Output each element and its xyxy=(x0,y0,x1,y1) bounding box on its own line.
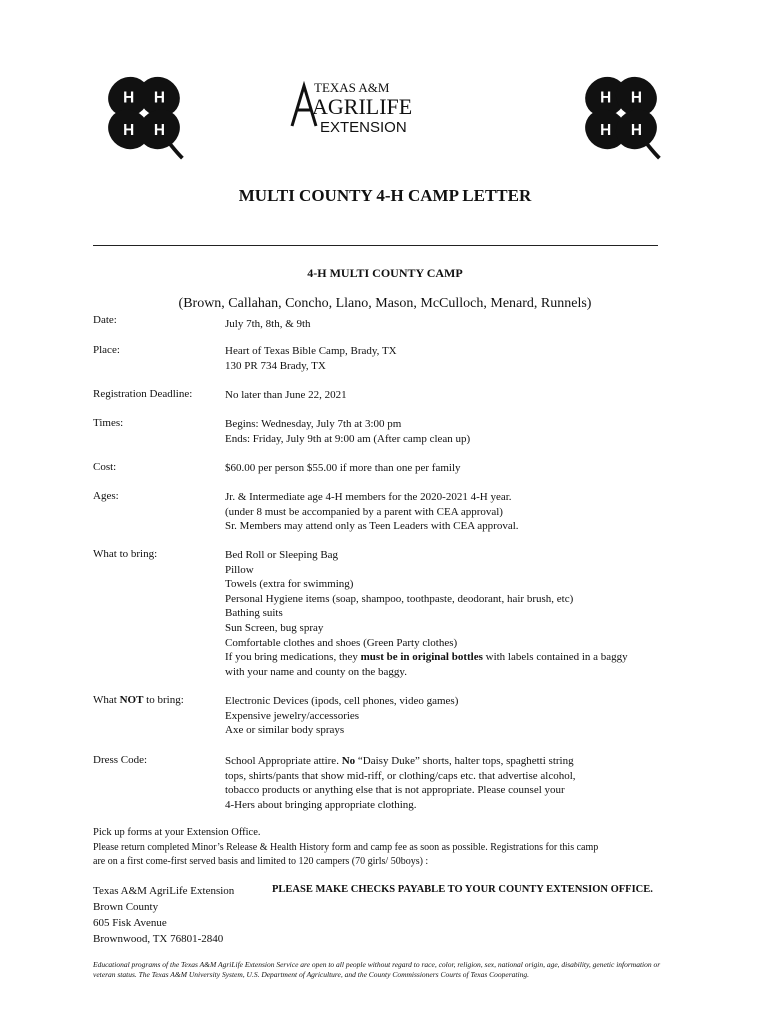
ages-line: (under 8 must be accompanied by a parent with CEA approval) xyxy=(225,505,503,518)
list-item: Bathing suits xyxy=(225,607,283,620)
place-line: Heart of Texas Bible Camp, Brady, TX xyxy=(225,345,397,357)
date-value xyxy=(225,317,311,332)
medication-note-line2: with your name and county on the baggy. xyxy=(225,665,407,678)
not-bring-emphasis: NOT xyxy=(119,694,144,706)
page-title: MULTI COUNTY 4-H CAMP LETTER xyxy=(238,186,532,205)
clover-letter: H xyxy=(153,122,165,140)
medication-note xyxy=(225,650,628,665)
dress-line: 4-Hers about bringing appropriate clothing. xyxy=(225,798,417,811)
list-item: Sun Screen, bug spray xyxy=(225,621,324,634)
place-line: 130 PR 734 Brady, TX xyxy=(225,359,326,372)
clover-letter: H xyxy=(600,122,612,140)
dress-code-text xyxy=(225,754,576,812)
list-item: Axe or similar body sprays xyxy=(225,724,345,737)
not-bring-suffix: to bring: xyxy=(143,694,184,706)
bring-list xyxy=(225,548,628,679)
clover-letter: H xyxy=(123,122,135,140)
list-item: Towels (extra for swimming) xyxy=(225,578,354,591)
cost-value xyxy=(225,461,461,476)
dress-suffix: “Daisy Duke” shorts, halter tops, spaghetti string xyxy=(355,755,574,767)
clover-letter: H xyxy=(123,89,135,107)
times-line: Begins: Wednesday, July 7th at 3:00 pm xyxy=(225,418,402,430)
deadline-line: No later than June 22, 2021 xyxy=(225,389,347,401)
dress-line: tobacco products or anything else that is not appropriate. Please counsel your xyxy=(225,784,565,797)
not-bring-prefix: What xyxy=(93,694,120,706)
times-value xyxy=(225,417,470,446)
not-bring-list xyxy=(225,694,458,738)
agrilife-extension-logo xyxy=(286,78,436,138)
dress-code-label: Dress Code: xyxy=(93,754,148,766)
place-value xyxy=(225,344,397,373)
deadline-label: Registration Deadline: xyxy=(93,388,193,400)
deadline-value xyxy=(225,388,347,403)
list-item: Bed Roll or Sleeping Bag xyxy=(225,549,339,561)
medication-suffix: with labels contained in a baggy xyxy=(482,651,628,664)
list-item: Electronic Devices (ipods, cell phones, video games) xyxy=(225,695,459,707)
return-line: are on a first come-first served basis and limited to 120 campers (70 girls/ 50boys) : xyxy=(93,856,429,867)
list-item: Comfortable clothes and shoes (Green Party clothes) xyxy=(225,636,458,649)
4h-clover-logo-right xyxy=(573,66,669,162)
medication-emphasis: must be in original bottles xyxy=(360,651,483,664)
dress-line xyxy=(225,754,576,769)
cost-label: Cost: xyxy=(93,461,117,473)
address-line: 605 Fisk Avenue xyxy=(93,917,167,929)
address-line: Brownwood, TX 76801-2840 xyxy=(93,933,224,945)
logo-agrilife: AGRILIFE xyxy=(312,94,413,119)
return-line: Please return completed Minor’s Release & Health History form and camp fee as soon as possible. Registrations for this camp xyxy=(93,842,599,853)
dress-line: tops, shirts/pants that show mid-riff, or clothing/caps etc. that advertise alcohol, xyxy=(225,769,576,782)
disclaimer-line: veteran status. The Texas A&M University System, U.S. Department of Agriculture, and the County Commissioners Courts of Texas Cooperating. xyxy=(93,970,529,979)
logo-extension: EXTENSION xyxy=(320,119,407,136)
address-line: Brown County xyxy=(93,901,159,913)
clover-letter: H xyxy=(630,122,642,140)
county-list: (Brown, Callahan, Concho, Llano, Mason, McCulloch, Menard, Runnels) xyxy=(178,296,592,311)
4h-clover-logo-left xyxy=(96,66,192,162)
date-label: Date: xyxy=(93,314,117,326)
date-line: July 7th, 8th, & 9th xyxy=(225,318,311,330)
address-line: Texas A&M AgriLife Extension xyxy=(93,885,235,897)
divider xyxy=(93,245,658,246)
pickup-note: Pick up forms at your Extension Office. xyxy=(93,827,261,838)
dress-prefix: School Appropriate attire. xyxy=(225,755,342,767)
place-label: Place: xyxy=(93,344,120,356)
checks-payable-note: PLEASE MAKE CHECKS PAYABLE TO YOUR COUNTY EXTENSION OFFICE. xyxy=(272,884,653,895)
bring-label: What to bring: xyxy=(93,548,158,560)
ages-value xyxy=(225,490,519,534)
clover-letter: H xyxy=(630,89,642,107)
return-note xyxy=(93,841,673,869)
list-item: Personal Hygiene items (soap, shampoo, toothpaste, deodorant, hair brush, etc) xyxy=(225,592,574,605)
ages-line: Sr. Members may attend only as Teen Leaders with CEA approval. xyxy=(225,520,519,533)
ages-line: Jr. & Intermediate age 4-H members for the 2020-2021 4-H year. xyxy=(225,491,512,503)
clover-letter: H xyxy=(153,89,165,107)
medication-prefix: If you bring medications, they xyxy=(225,651,361,664)
logo-texas-am: TEXAS A&M xyxy=(314,80,390,95)
times-label: Times: xyxy=(93,417,124,429)
office-address xyxy=(93,883,234,947)
camp-heading: 4-H MULTI COUNTY CAMP xyxy=(307,266,463,280)
ages-label: Ages: xyxy=(93,490,119,502)
list-item: Expensive jewelry/accessories xyxy=(225,709,360,722)
dress-emphasis: No xyxy=(341,755,356,767)
cost-line: $60.00 per person $55.00 if more than one per family xyxy=(225,462,461,474)
not-bring-label xyxy=(93,694,184,706)
list-item: Pillow xyxy=(225,563,254,576)
disclaimer-line: Educational programs of the Texas A&M AgriLife Extension Service are open to all people without regard to race, color, religion, sex, national origin, age, disability, genetic information or xyxy=(93,960,661,969)
clover-letter: H xyxy=(600,89,612,107)
times-line: Ends: Friday, July 9th at 9:00 am (After camp clean up) xyxy=(225,432,471,445)
disclaimer xyxy=(93,960,693,980)
